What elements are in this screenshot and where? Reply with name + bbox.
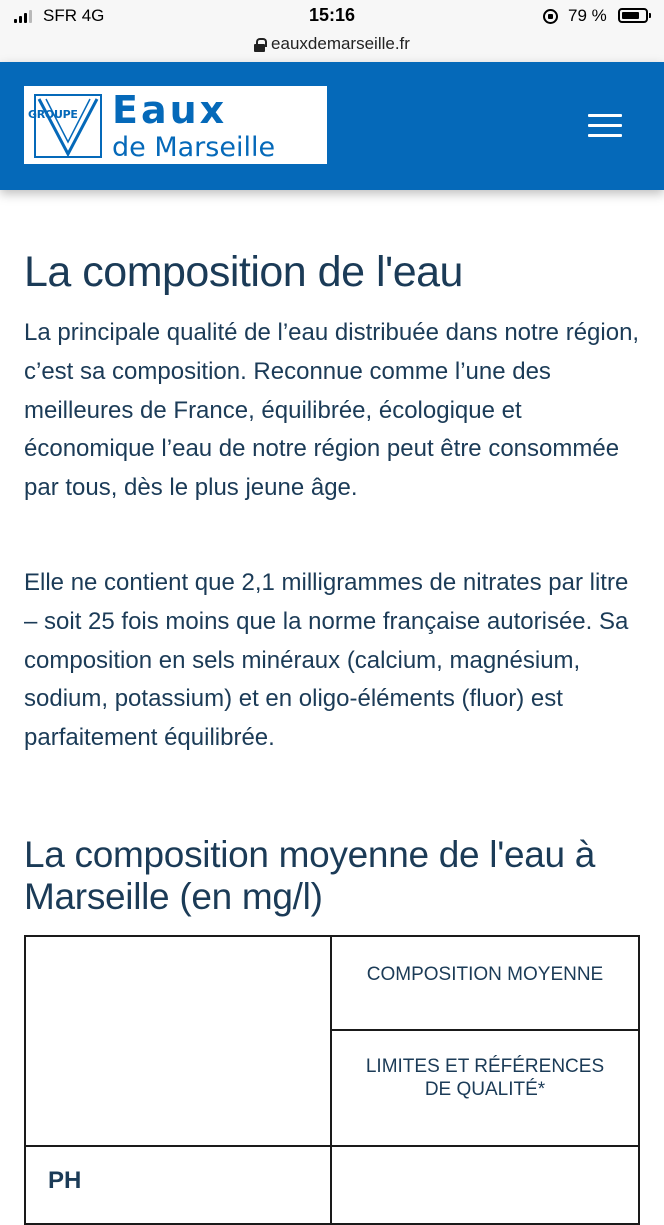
row-label-ph: PH xyxy=(48,1167,82,1194)
table-header-cell xyxy=(330,1029,640,1147)
battery-percent: 79 % xyxy=(568,6,607,25)
hamburger-menu-icon[interactable] xyxy=(584,110,628,142)
battery-icon xyxy=(618,8,648,23)
intro-paragraph: La principale qualité de l’eau distribuée dans notre région, c’est sa composition. Reconnue comme l’une des meilleures de France, équilibrée, écologique et économique l’eau de notre région peut être consommée par tous, dès le plus jeune âge. xyxy=(24,319,640,502)
table-corner-cell xyxy=(24,935,332,1147)
nitrates-paragraph: Elle ne contient que 2,1 milligrammes de nitrates par litre – soit 25 fois moins que la norme française autorisée. Sa composition en sels minéraux (calcium, magnésium, sodium, potassium) et en oligo-éléments (fluor) est parfaitement équilibrée. xyxy=(24,569,629,752)
url-bar[interactable] xyxy=(0,32,664,62)
composition-table xyxy=(24,935,640,1195)
header-limites-references: LIMITES ET RÉFÉRENCES DE QUALITÉ* xyxy=(365,1056,605,1100)
logo-mark-label: GROUPE xyxy=(28,108,78,121)
site-header xyxy=(0,62,664,190)
header-composition-moyenne: COMPOSITION MOYENNE xyxy=(366,964,604,985)
orientation-lock-icon xyxy=(543,9,558,24)
lock-icon xyxy=(254,38,265,51)
table-row-value-cell xyxy=(330,1145,640,1225)
site-logo[interactable] xyxy=(24,86,327,164)
table-header-cell xyxy=(330,935,640,1031)
logo-subtitle: de Marseille xyxy=(112,132,276,163)
table-row-label-cell xyxy=(24,1145,332,1225)
groupe-logo-mark xyxy=(34,94,102,158)
page-title: La composition de l'eau xyxy=(24,248,463,296)
url-text[interactable]: eauxdemarseille.fr xyxy=(271,34,410,53)
carrier-label: SFR 4G xyxy=(43,6,105,25)
clock: 15:16 xyxy=(308,5,356,25)
logo-title: Eaux xyxy=(112,88,228,132)
section-title: La composition moyenne de l'eau à Marseille (en mg/l) xyxy=(24,834,596,917)
status-bar xyxy=(0,0,664,32)
